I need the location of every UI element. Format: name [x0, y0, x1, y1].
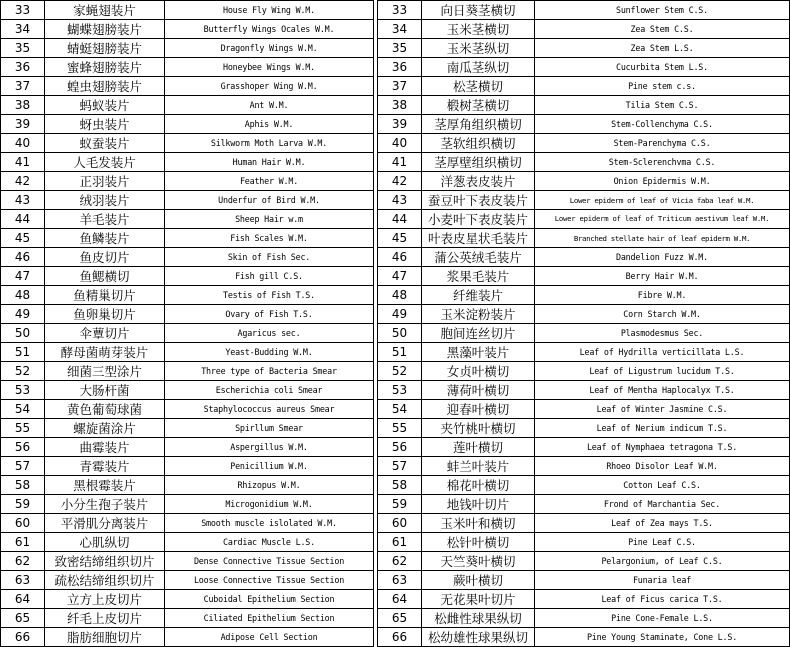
specimen-english-name: Leaf of Nymphaea tetragona T.S.	[535, 438, 790, 457]
specimen-row	[1, 495, 374, 514]
specimen-english-name: Cotton Leaf C.S.	[535, 476, 790, 495]
specimen-row	[1, 571, 374, 590]
specimen-english-name: Dense Connective Tissue Section	[165, 552, 374, 571]
specimen-chinese-name: 家蝇翅装片	[45, 1, 165, 20]
specimen-english-name: Staphylococcus aureus Smear	[165, 400, 374, 419]
specimen-chinese-name: 松针叶横切	[422, 533, 535, 552]
specimen-chinese-name: 小麦叶下表皮装片	[422, 210, 535, 229]
specimen-row	[378, 229, 790, 248]
specimen-number: 36	[378, 58, 422, 77]
specimen-chinese-name: 心肌纵切	[45, 533, 165, 552]
specimen-row	[378, 210, 790, 229]
specimen-chinese-name: 酵母菌萌芽装片	[45, 343, 165, 362]
specimen-english-name: Leaf of Nerium indicum T.S.	[535, 419, 790, 438]
specimen-english-name: Honeybee Wings W.M.	[165, 58, 374, 77]
specimen-row	[1, 191, 374, 210]
specimen-english-name: Corn Starch W.M.	[535, 305, 790, 324]
specimen-number: 36	[1, 58, 45, 77]
specimen-english-name: Fish Scales W.M.	[165, 229, 374, 248]
specimen-row	[1, 324, 374, 343]
specimen-row	[1, 115, 374, 134]
specimen-row	[378, 400, 790, 419]
specimen-row	[378, 77, 790, 96]
specimen-chinese-name: 女贞叶横切	[422, 362, 535, 381]
specimen-english-name: Stem-Sclerenchvma C.S.	[535, 153, 790, 172]
specimen-english-name: Dragonfly Wings W.M.	[165, 39, 374, 58]
specimen-number: 34	[378, 20, 422, 39]
specimen-number: 37	[378, 77, 422, 96]
specimen-english-name: Funaria leaf	[535, 571, 790, 590]
specimen-chinese-name: 黄色葡萄球菌	[45, 400, 165, 419]
specimen-chinese-name: 绒羽装片	[45, 191, 165, 210]
specimen-row	[1, 343, 374, 362]
specimen-row	[378, 533, 790, 552]
specimen-chinese-name: 蝗虫翅膀装片	[45, 77, 165, 96]
specimen-number: 38	[1, 96, 45, 115]
specimen-chinese-name: 螺旋菌涂片	[45, 419, 165, 438]
specimen-row	[378, 343, 790, 362]
specimen-english-name: Tilia Stem C.S.	[535, 96, 790, 115]
specimen-row	[378, 552, 790, 571]
specimen-number: 33	[1, 1, 45, 20]
specimen-english-name: Leaf of Winter Jasmine C.S.	[535, 400, 790, 419]
specimen-number: 61	[378, 533, 422, 552]
specimen-chinese-name: 蜻蜓翅膀装片	[45, 39, 165, 58]
specimen-chinese-name: 蚕豆叶下表皮装片	[422, 191, 535, 210]
specimen-chinese-name: 浆果毛装片	[422, 267, 535, 286]
specimen-number: 50	[1, 324, 45, 343]
specimen-english-name: Lower epiderm of leaf of Vicia faba leaf W.M.	[535, 191, 790, 210]
specimen-number: 59	[378, 495, 422, 514]
specimen-row	[378, 115, 790, 134]
specimen-english-name: Human Hair W.M.	[165, 153, 374, 172]
specimen-number: 42	[378, 172, 422, 191]
specimen-number: 47	[378, 267, 422, 286]
specimen-english-name: Zea Stem L.S.	[535, 39, 790, 58]
specimen-chinese-name: 天竺葵叶横切	[422, 552, 535, 571]
specimen-number: 52	[1, 362, 45, 381]
specimen-row	[1, 457, 374, 476]
specimen-english-name: Microgonidium W.M.	[165, 495, 374, 514]
specimen-row	[378, 191, 790, 210]
specimen-english-name: Plasmodesmus Sec.	[535, 324, 790, 343]
specimen-number: 51	[1, 343, 45, 362]
specimen-number: 42	[1, 172, 45, 191]
specimen-row	[378, 248, 790, 267]
specimen-chinese-name: 疏松结缔组织切片	[45, 571, 165, 590]
specimen-number: 47	[1, 267, 45, 286]
specimen-number: 56	[1, 438, 45, 457]
specimen-chinese-name: 迎春叶横切	[422, 400, 535, 419]
specimen-chinese-name: 蝴蝶翅膀装片	[45, 20, 165, 39]
specimen-chinese-name: 茎厚壁组织横切	[422, 153, 535, 172]
specimen-english-name: Pine Leaf C.S.	[535, 533, 790, 552]
specimen-chinese-name: 向日葵茎横切	[422, 1, 535, 20]
specimen-chinese-name: 羊毛装片	[45, 210, 165, 229]
specimen-chinese-name: 叶表皮星状毛装片	[422, 229, 535, 248]
specimen-chinese-name: 立方上皮切片	[45, 590, 165, 609]
specimen-english-name: Zea Stem C.S.	[535, 20, 790, 39]
specimen-chinese-name: 纤维装片	[422, 286, 535, 305]
specimen-row	[1, 476, 374, 495]
specimen-chinese-name: 薄荷叶横切	[422, 381, 535, 400]
specimen-row	[378, 96, 790, 115]
specimen-chinese-name: 蚜虫装片	[45, 115, 165, 134]
specimen-row	[1, 628, 374, 647]
specimen-chinese-name: 洋葱表皮装片	[422, 172, 535, 191]
specimen-chinese-name: 蚌兰叶装片	[422, 457, 535, 476]
specimen-english-name: Three type of Bacteria Smear	[165, 362, 374, 381]
specimen-row	[378, 172, 790, 191]
specimen-chinese-name: 大肠杆菌	[45, 381, 165, 400]
specimen-chinese-name: 地钱叶切片	[422, 495, 535, 514]
specimen-row	[1, 419, 374, 438]
specimen-chinese-name: 致密结缔组织切片	[45, 552, 165, 571]
specimen-number: 57	[378, 457, 422, 476]
specimen-chinese-name: 椴树茎横切	[422, 96, 535, 115]
specimen-english-name: Cardiac Muscle L.S.	[165, 533, 374, 552]
specimen-row	[378, 381, 790, 400]
specimen-english-name: Smooth muscle islolated W.M.	[165, 514, 374, 533]
specimen-number: 60	[1, 514, 45, 533]
specimen-row	[378, 58, 790, 77]
specimen-english-name: Adipose Cell Section	[165, 628, 374, 647]
specimen-chinese-name: 胞间连丝切片	[422, 324, 535, 343]
specimen-number: 48	[1, 286, 45, 305]
specimen-english-name: Skin of Fish Sec.	[165, 248, 374, 267]
specimen-english-name: Testis of Fish T.S.	[165, 286, 374, 305]
specimen-row	[1, 153, 374, 172]
specimen-row	[1, 438, 374, 457]
specimen-number: 55	[1, 419, 45, 438]
specimen-english-name: Leaf of Hydrilla verticillata L.S.	[535, 343, 790, 362]
specimen-english-name: Agaricus sec.	[165, 324, 374, 343]
specimen-number: 44	[1, 210, 45, 229]
specimen-english-name: Pine stem c.s.	[535, 77, 790, 96]
specimen-english-name: Feather W.M.	[165, 172, 374, 191]
specimen-number: 38	[378, 96, 422, 115]
specimen-number: 46	[378, 248, 422, 267]
specimen-row	[1, 552, 374, 571]
specimen-row	[378, 514, 790, 533]
specimen-row	[1, 1, 374, 20]
specimen-chinese-name: 人毛发装片	[45, 153, 165, 172]
specimen-row	[378, 419, 790, 438]
specimen-english-name: Sunflower Stem C.S.	[535, 1, 790, 20]
specimen-row	[1, 39, 374, 58]
specimen-chinese-name: 玉米淀粉装片	[422, 305, 535, 324]
specimen-number: 50	[378, 324, 422, 343]
specimen-row	[378, 476, 790, 495]
specimen-number: 37	[1, 77, 45, 96]
specimen-english-name: Pine Young Staminate, Cone L.S.	[535, 628, 790, 647]
specimen-row	[1, 20, 374, 39]
specimen-chinese-name: 黑藻叶装片	[422, 343, 535, 362]
specimen-chinese-name: 蜜蜂翅膀装片	[45, 58, 165, 77]
specimen-english-name: Penicillium W.M.	[165, 457, 374, 476]
specimen-number: 49	[1, 305, 45, 324]
specimen-row	[1, 533, 374, 552]
specimen-english-name: Underfur of Bird W.M.	[165, 191, 374, 210]
specimen-row	[1, 210, 374, 229]
specimen-number: 62	[378, 552, 422, 571]
specimen-number: 35	[378, 39, 422, 58]
specimen-english-name: Silkworm Moth Larva W.M.	[165, 134, 374, 153]
specimen-english-name: Dandelion Fuzz W.M.	[535, 248, 790, 267]
specimen-english-name: Butterfly Wings Ocales W.M.	[165, 20, 374, 39]
specimen-number: 65	[1, 609, 45, 628]
specimen-number: 43	[378, 191, 422, 210]
specimen-number: 52	[378, 362, 422, 381]
specimen-row	[378, 628, 790, 647]
specimen-chinese-name: 松幼雄性球果纵切	[422, 628, 535, 647]
specimen-chinese-name: 夹竹桃叶横切	[422, 419, 535, 438]
specimen-row	[378, 1, 790, 20]
specimen-chinese-name: 南瓜茎纵切	[422, 58, 535, 77]
specimen-english-name: Rhizopus W.M.	[165, 476, 374, 495]
specimen-row	[378, 286, 790, 305]
specimen-row	[1, 362, 374, 381]
specimen-chinese-name: 平滑肌分离装片	[45, 514, 165, 533]
specimen-row	[1, 609, 374, 628]
specimen-number: 51	[378, 343, 422, 362]
specimen-number: 44	[378, 210, 422, 229]
specimen-chinese-name: 蕨叶横切	[422, 571, 535, 590]
specimen-english-name: Frond of Marchantia Sec.	[535, 495, 790, 514]
specimen-row	[1, 514, 374, 533]
specimen-english-name: Loose Connective Tissue Section	[165, 571, 374, 590]
specimen-chinese-name: 曲霉装片	[45, 438, 165, 457]
specimen-row	[1, 248, 374, 267]
specimen-row	[378, 495, 790, 514]
specimen-english-name: Lower epiderm of leaf of Triticum aestivum leaf W.M.	[535, 210, 790, 229]
specimen-english-name: Ovary of Fish T.S.	[165, 305, 374, 324]
specimen-english-name: Rhoeo Disolor Leaf W.M.	[535, 457, 790, 476]
specimen-english-name: Cucurbita Stem L.S.	[535, 58, 790, 77]
specimen-number: 53	[1, 381, 45, 400]
specimen-chinese-name: 青霉装片	[45, 457, 165, 476]
specimen-number: 63	[378, 571, 422, 590]
specimen-number: 34	[1, 20, 45, 39]
specimen-number: 64	[378, 590, 422, 609]
specimen-number: 45	[1, 229, 45, 248]
specimen-row	[1, 77, 374, 96]
specimen-english-name: Cuboidal Epithelium Section	[165, 590, 374, 609]
specimen-english-name: Stem-Collenchyma C.S.	[535, 115, 790, 134]
specimen-row	[378, 134, 790, 153]
specimen-chinese-name: 鱼皮切片	[45, 248, 165, 267]
specimen-number: 48	[378, 286, 422, 305]
specimen-chinese-name: 茎软组织横切	[422, 134, 535, 153]
specimen-chinese-name: 玉米叶和横切	[422, 514, 535, 533]
specimen-row	[1, 58, 374, 77]
specimen-chinese-name: 玉米茎横切	[422, 20, 535, 39]
specimen-number: 62	[1, 552, 45, 571]
specimen-row	[378, 457, 790, 476]
specimen-chinese-name: 蒲公英绒毛装片	[422, 248, 535, 267]
specimen-number: 33	[378, 1, 422, 20]
specimen-chinese-name: 松茎横切	[422, 77, 535, 96]
specimen-english-name: Escherichia coli Smear	[165, 381, 374, 400]
specimen-english-name: Fish gill C.S.	[165, 267, 374, 286]
specimen-chinese-name: 茎厚角组织横切	[422, 115, 535, 134]
specimen-number: 40	[378, 134, 422, 153]
left-specimen-table	[0, 0, 374, 647]
specimen-chinese-name: 鱼鳃横切	[45, 267, 165, 286]
specimen-chinese-name: 松雌性球果纵切	[422, 609, 535, 628]
specimen-row	[378, 153, 790, 172]
specimen-chinese-name: 棉花叶横切	[422, 476, 535, 495]
specimen-chinese-name: 鱼鳞装片	[45, 229, 165, 248]
specimen-english-name: Stem-Parenchyma C.S.	[535, 134, 790, 153]
specimen-row	[1, 381, 374, 400]
specimen-number: 45	[378, 229, 422, 248]
specimen-number: 66	[378, 628, 422, 647]
specimen-chinese-name: 纤毛上皮切片	[45, 609, 165, 628]
specimen-english-name: Branched stellate hair of leaf epiderm W.M.	[535, 229, 790, 248]
specimen-number: 54	[1, 400, 45, 419]
specimen-row	[1, 229, 374, 248]
specimen-number: 40	[1, 134, 45, 153]
specimen-row	[1, 172, 374, 191]
specimen-chinese-name: 无花果叶切片	[422, 590, 535, 609]
specimen-number: 43	[1, 191, 45, 210]
right-specimen-table	[377, 0, 790, 647]
specimen-chinese-name: 蚁蚕装片	[45, 134, 165, 153]
specimen-number: 49	[378, 305, 422, 324]
specimen-number: 61	[1, 533, 45, 552]
specimen-english-name: Onion Epidermis W.M.	[535, 172, 790, 191]
specimen-number: 53	[378, 381, 422, 400]
specimen-english-name: Pelargonium, of Leaf C.S.	[535, 552, 790, 571]
specimen-row	[378, 571, 790, 590]
specimen-english-name: House Fly Wing W.M.	[165, 1, 374, 20]
specimen-english-name: Berry Hair W.M.	[535, 267, 790, 286]
specimen-chinese-name: 鱼精巢切片	[45, 286, 165, 305]
specimen-chinese-name: 细菌三型涂片	[45, 362, 165, 381]
specimen-number: 39	[378, 115, 422, 134]
specimen-number: 54	[378, 400, 422, 419]
specimen-english-name: Pine Cone-Female L.S.	[535, 609, 790, 628]
specimen-english-name: Aphis W.M.	[165, 115, 374, 134]
specimen-english-name: Ant W.M.	[165, 96, 374, 115]
specimen-number: 56	[378, 438, 422, 457]
specimen-row	[378, 324, 790, 343]
specimen-english-name: Yeast-Budding W.M.	[165, 343, 374, 362]
specimen-number: 57	[1, 457, 45, 476]
specimen-english-name: Leaf of Mentha Haplocalyx T.S.	[535, 381, 790, 400]
specimen-chinese-name: 黑根霉装片	[45, 476, 165, 495]
specimen-row	[1, 400, 374, 419]
specimen-chinese-name: 脂肪细胞切片	[45, 628, 165, 647]
specimen-row	[1, 590, 374, 609]
specimen-number: 35	[1, 39, 45, 58]
specimen-number: 66	[1, 628, 45, 647]
specimen-chinese-name: 鱼卵巢切片	[45, 305, 165, 324]
specimen-number: 41	[1, 153, 45, 172]
specimen-english-name: Aspergillus W.M.	[165, 438, 374, 457]
specimen-number: 55	[378, 419, 422, 438]
specimen-row	[1, 134, 374, 153]
specimen-row	[378, 20, 790, 39]
specimen-english-name: Ciliated Epithelium Section	[165, 609, 374, 628]
specimen-number: 59	[1, 495, 45, 514]
specimen-number: 60	[378, 514, 422, 533]
specimen-english-name: Sheep Hair w.m	[165, 210, 374, 229]
specimen-chinese-name: 蚂蚁装片	[45, 96, 165, 115]
specimen-row	[378, 305, 790, 324]
specimen-english-name: Leaf of Ligustrum lucidum T.S.	[535, 362, 790, 381]
specimen-english-name: Grasshoper Wing W.M.	[165, 77, 374, 96]
specimen-number: 58	[1, 476, 45, 495]
specimen-number: 46	[1, 248, 45, 267]
specimen-row	[1, 96, 374, 115]
specimen-english-name: Leaf of Ficus carica T.S.	[535, 590, 790, 609]
specimen-chinese-name: 伞蕈切片	[45, 324, 165, 343]
specimen-number: 39	[1, 115, 45, 134]
specimen-row	[1, 305, 374, 324]
specimen-row	[378, 609, 790, 628]
specimen-chinese-name: 正羽装片	[45, 172, 165, 191]
specimen-row	[1, 286, 374, 305]
specimen-row	[378, 267, 790, 286]
specimen-row	[378, 39, 790, 58]
specimen-english-name: Fibre W.M.	[535, 286, 790, 305]
specimen-row	[1, 267, 374, 286]
specimen-chinese-name: 玉米茎纵切	[422, 39, 535, 58]
specimen-number: 58	[378, 476, 422, 495]
specimen-number: 64	[1, 590, 45, 609]
specimen-english-name: Spirllum Smear	[165, 419, 374, 438]
specimen-row	[378, 362, 790, 381]
specimen-english-name: Leaf of Zea mays T.S.	[535, 514, 790, 533]
specimen-number: 65	[378, 609, 422, 628]
specimen-number: 41	[378, 153, 422, 172]
specimen-row	[378, 590, 790, 609]
specimen-chinese-name: 莲叶横切	[422, 438, 535, 457]
specimen-chinese-name: 小分生孢子装片	[45, 495, 165, 514]
specimen-number: 63	[1, 571, 45, 590]
specimen-row	[378, 438, 790, 457]
